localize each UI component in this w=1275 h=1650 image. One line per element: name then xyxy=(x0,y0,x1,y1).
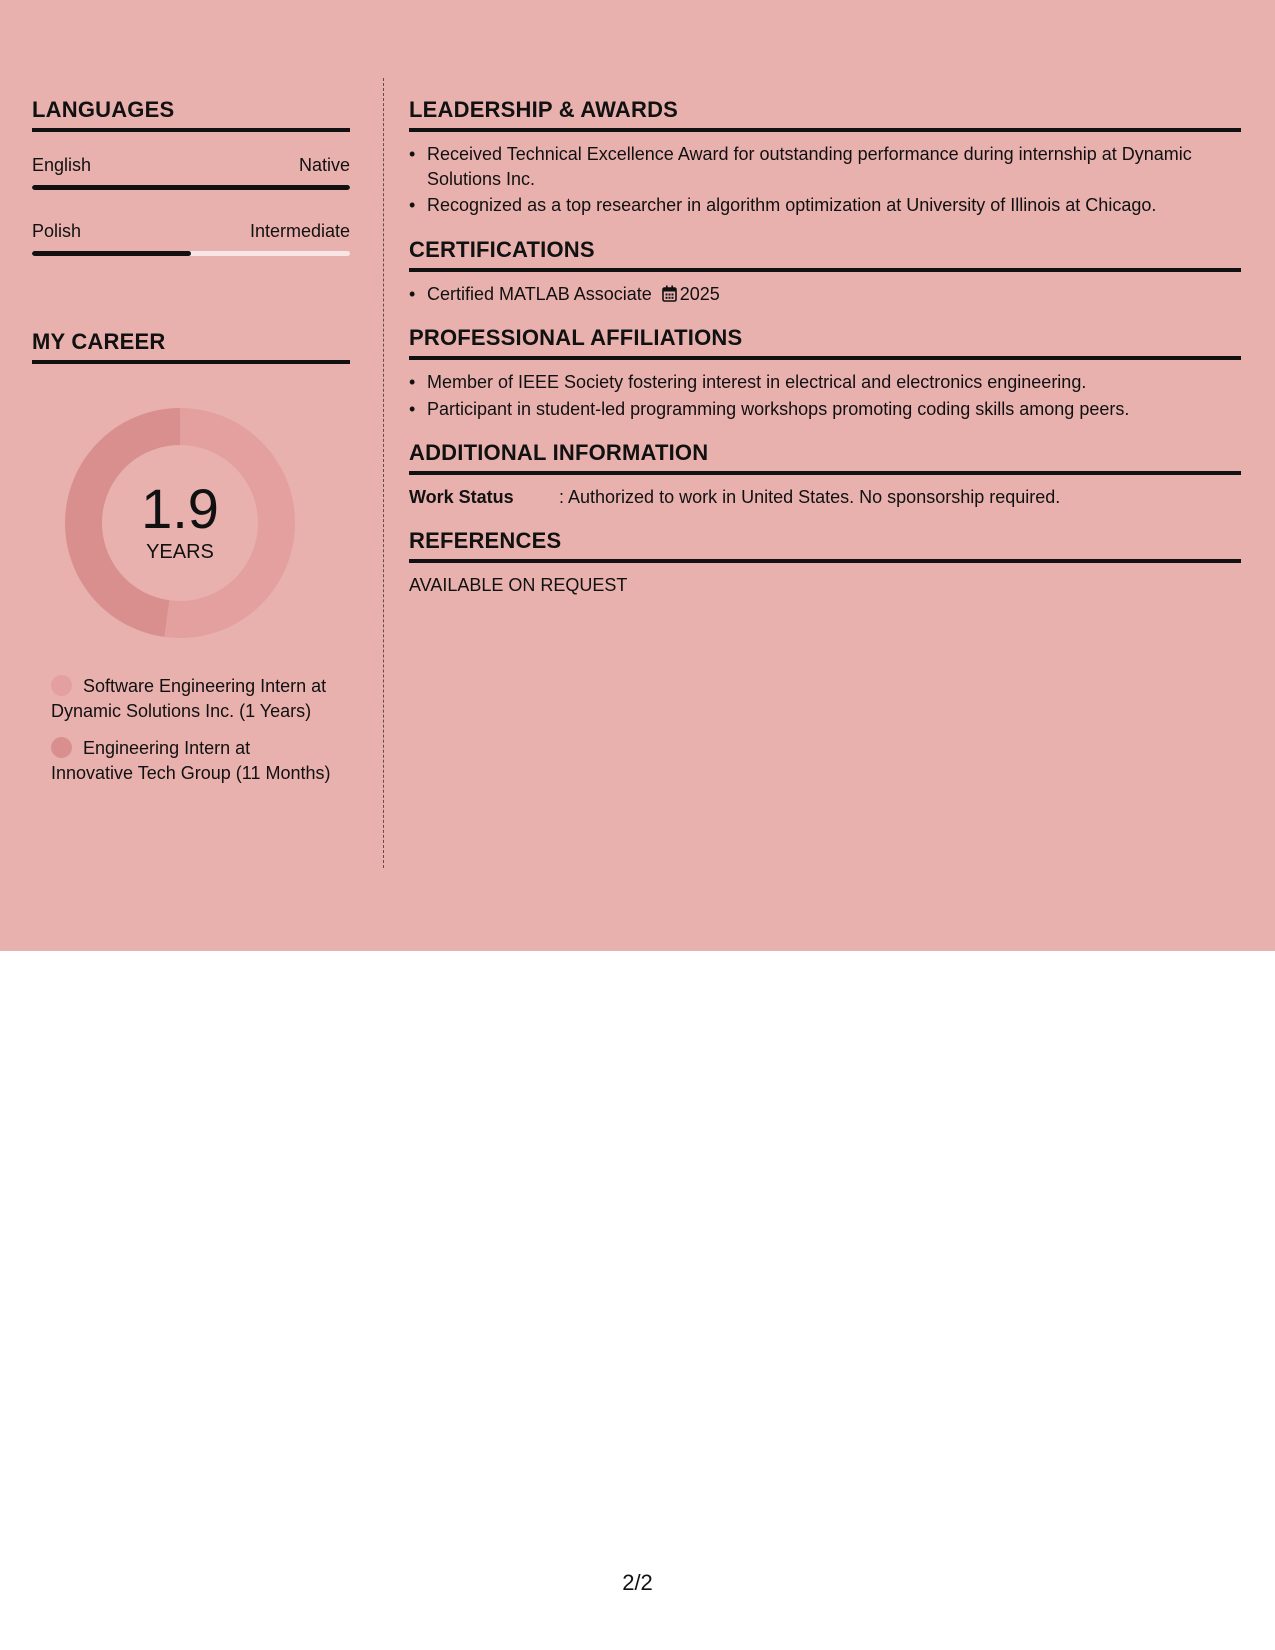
leadership-list xyxy=(409,142,1241,218)
language-proficiency-bar xyxy=(32,185,350,190)
additional-info-section xyxy=(409,439,1241,509)
certification-year: 2025 xyxy=(679,283,720,304)
language-item xyxy=(32,220,350,256)
right-column xyxy=(409,78,1241,597)
language-item xyxy=(32,154,350,190)
legend-color-dot xyxy=(51,675,72,696)
career-legend-label: Engineering Intern at Innovative Tech Group (11 Months) xyxy=(51,738,331,783)
language-proficiency-bar xyxy=(32,251,350,256)
career-total-unit: YEARS xyxy=(146,540,214,563)
work-status-label: Work Status xyxy=(409,487,514,507)
career-legend-item xyxy=(51,674,331,723)
list-item: • Received Technical Excellence Award for outstanding performance during internship at Dynamic Solutions Inc. xyxy=(409,142,1241,191)
additional-info-heading: ADDITIONAL INFORMATION xyxy=(409,439,1241,475)
certifications-heading: CERTIFICATIONS xyxy=(409,236,1241,272)
career-total-value: 1.9 xyxy=(141,476,219,540)
column-divider xyxy=(383,78,384,868)
leadership-section xyxy=(409,96,1241,218)
affiliations-section xyxy=(409,324,1241,421)
career-donut-chart xyxy=(65,408,295,638)
work-status-value: : Authorized to work in United States. No sponsorship required. xyxy=(559,487,1061,507)
work-status-row xyxy=(409,485,1241,509)
certifications-list xyxy=(409,282,1241,307)
languages-heading: LANGUAGES xyxy=(32,96,350,132)
language-proficiency-fill xyxy=(32,251,191,256)
career-section xyxy=(32,328,350,785)
career-legend-label: Software Engineering Intern at Dynamic Solutions Inc. (1 Years) xyxy=(51,676,327,721)
legend-color-dot xyxy=(51,737,72,758)
language-name: Polish xyxy=(32,221,82,241)
references-text: AVAILABLE ON REQUEST xyxy=(409,575,628,595)
list-item: • Member of IEEE Society fostering interest in electrical and electronics engineering. xyxy=(409,370,1241,395)
list-item xyxy=(409,282,1241,307)
certification-name: Certified MATLAB Associate xyxy=(427,283,652,304)
references-heading: REFERENCES xyxy=(409,527,1241,563)
language-name: English xyxy=(32,155,92,175)
list-item: • Recognized as a top researcher in algorithm optimization at University of Illinois at Chicago. xyxy=(409,193,1241,218)
career-donut-center xyxy=(65,408,295,638)
calendar-icon xyxy=(662,285,677,302)
language-level: Intermediate xyxy=(249,221,350,241)
page-number: 2/2 xyxy=(622,1570,653,1595)
affiliations-list xyxy=(409,370,1241,421)
language-proficiency-fill xyxy=(32,185,350,190)
career-legend xyxy=(51,674,331,785)
references-section xyxy=(409,527,1241,597)
career-heading: MY CAREER xyxy=(32,328,350,364)
leadership-heading: LEADERSHIP & AWARDS xyxy=(409,96,1241,132)
languages-section xyxy=(32,96,350,256)
certifications-section xyxy=(409,236,1241,307)
career-legend-item xyxy=(51,736,331,785)
list-item: • Participant in student-led programming workshops promoting coding skills among peers. xyxy=(409,397,1241,422)
affiliations-heading: PROFESSIONAL AFFILIATIONS xyxy=(409,324,1241,360)
left-column xyxy=(32,78,350,798)
language-level: Native xyxy=(298,155,350,175)
